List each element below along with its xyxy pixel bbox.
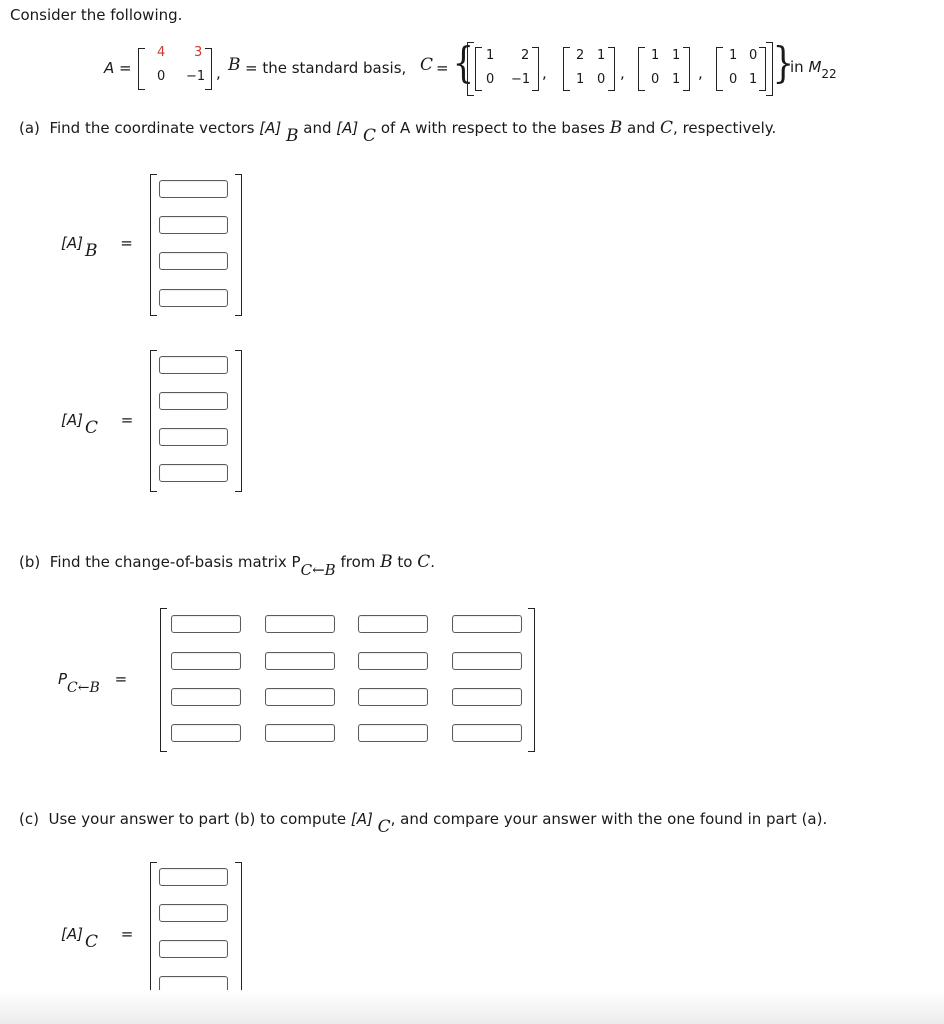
matrix-bracket-left: [160, 608, 167, 752]
answer-box-P-r2c1[interactable]: [171, 652, 241, 670]
part-a-question: (a) Find the coordinate vectors [A] B and [A] C of A with respect to the bases B and C, respectively.: [19, 118, 777, 146]
C4-entry: 1: [729, 48, 738, 63]
A-B-label: [A] B =: [61, 234, 133, 261]
C2-entry: 1: [597, 48, 606, 63]
C4-entry: 0: [729, 72, 738, 87]
answer-box-P-r1c3[interactable]: [358, 615, 428, 633]
answer-box-P-r1c2[interactable]: [265, 615, 335, 633]
basis-C-eq: =: [436, 59, 449, 77]
C1-entry: 2: [521, 48, 530, 63]
C3-entry: 1: [672, 72, 681, 87]
comma: ,: [620, 64, 625, 82]
comma: ,: [216, 64, 221, 82]
answer-box-A-C-3[interactable]: [159, 428, 228, 446]
C1-entry: 0: [486, 72, 495, 87]
intro-text: Consider the following.: [10, 6, 183, 24]
matrix-bracket-right: [528, 608, 535, 752]
answer-box-part-c-2[interactable]: [159, 904, 228, 922]
A-C-label-part-c: [A] C =: [61, 925, 134, 952]
answer-box-P-r3c1[interactable]: [171, 688, 241, 706]
answer-box-P-r3c4[interactable]: [452, 688, 522, 706]
answer-box-P-r2c2[interactable]: [265, 652, 335, 670]
answer-box-P-r4c1[interactable]: [171, 724, 241, 742]
answer-box-part-c-1[interactable]: [159, 868, 228, 886]
vector-bracket-left: [150, 862, 157, 1004]
C2-entry: 2: [576, 48, 585, 63]
part-c-question: (c) Use your answer to part (b) to compute [A] C, and compare your answer with the one found in part (a).: [19, 810, 828, 837]
C2-entry: 0: [597, 72, 606, 87]
answer-box-P-r1c4[interactable]: [452, 615, 522, 633]
matrix-bracket-right: [532, 47, 539, 91]
matrix-bracket-left: [638, 47, 645, 91]
C3-entry: 1: [651, 48, 660, 63]
vector-bracket-left: [150, 174, 157, 316]
matrix-bracket-left: [563, 47, 570, 91]
answer-box-P-r4c3[interactable]: [358, 724, 428, 742]
C3-entry: 0: [651, 72, 660, 87]
P-label: PC←B =: [58, 670, 128, 696]
A-entry: 4: [157, 45, 166, 60]
page-footer-fade: [0, 990, 944, 1024]
answer-box-P-r1c1[interactable]: [171, 615, 241, 633]
A-entry: 3: [194, 45, 203, 60]
answer-box-A-C-1[interactable]: [159, 356, 228, 374]
answer-box-P-r2c3[interactable]: [358, 652, 428, 670]
outer-bracket-left: [467, 42, 474, 96]
basis-C-symbol: C: [420, 55, 434, 75]
vector-bracket-right: [235, 174, 242, 316]
matrix-bracket-left: [138, 48, 145, 90]
answer-box-P-r2c4[interactable]: [452, 652, 522, 670]
A-C-label: [A] C =: [61, 411, 134, 438]
answer-box-P-r4c4[interactable]: [452, 724, 522, 742]
answer-box-P-r3c3[interactable]: [358, 688, 428, 706]
part-b-question: (b) Find the change-of-basis matrix PC←B from B to C.: [19, 552, 436, 579]
matrix-bracket-right: [205, 48, 212, 90]
C1-entry: 1: [486, 48, 495, 63]
answer-box-A-B-4[interactable]: [159, 289, 228, 307]
basis-B-symbol: B: [228, 55, 241, 75]
C4-entry: 1: [749, 72, 758, 87]
answer-box-part-c-3[interactable]: [159, 940, 228, 958]
outer-bracket-right: [766, 42, 773, 96]
set-brace-left: {: [452, 38, 475, 87]
vector-space: in $M_{22}$: [790, 58, 837, 81]
answer-box-A-B-3[interactable]: [159, 252, 228, 270]
C2-entry: 1: [576, 72, 585, 87]
matrix-bracket-left: [475, 47, 482, 91]
matrix-bracket-left: [716, 47, 723, 91]
matrix-bracket-right: [608, 47, 615, 91]
comma: ,: [698, 64, 703, 82]
matrix-bracket-right: [759, 47, 766, 91]
comma: ,: [542, 64, 547, 82]
answer-box-A-C-4[interactable]: [159, 464, 228, 482]
answer-box-P-r4c2[interactable]: [265, 724, 335, 742]
C3-entry: 1: [672, 48, 681, 63]
vector-bracket-right: [235, 862, 242, 1004]
answer-box-P-r3c2[interactable]: [265, 688, 335, 706]
basis-B-text: = the standard basis,: [245, 59, 407, 77]
answer-box-A-B-2[interactable]: [159, 216, 228, 234]
C1-entry: −1: [511, 72, 531, 87]
A-label: A =: [104, 59, 132, 77]
set-brace-right: }: [772, 38, 795, 87]
vector-bracket-left: [150, 350, 157, 492]
answer-box-A-B-1[interactable]: [159, 180, 228, 198]
C4-entry: 0: [749, 48, 758, 63]
matrix-bracket-right: [683, 47, 690, 91]
A-entry: 0: [157, 69, 166, 84]
A-entry: −1: [186, 69, 206, 84]
vector-bracket-right: [235, 350, 242, 492]
answer-box-A-C-2[interactable]: [159, 392, 228, 410]
